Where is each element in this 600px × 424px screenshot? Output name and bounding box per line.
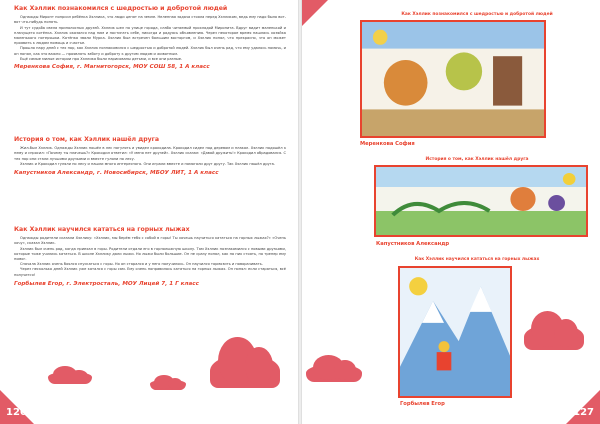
- page-number: 126: [6, 407, 27, 418]
- story-1-paragraph: Ещё самые милые истории про Хэллика были нарисованы детьми, и все они разные.: [20, 56, 183, 61]
- left-page: [0, 0, 298, 424]
- story-2-paragraph: Хэллик и Крокодил гуляли по лесу и нашли много интересного. Они играли вместе и помогали друг другу. Так Хэллик нашёл друга.: [20, 161, 275, 166]
- story-3-paragraph: Однажды родители сказали Хэллику: «Хэллик, мы берём тебя с собой в горы! Ты хочешь научиться кататься на горных лыжах?» «Очень хочу», сказал Хэллик.: [14, 236, 286, 246]
- right-page: [302, 0, 600, 424]
- drawing-2: [374, 165, 588, 237]
- drawing-1-signature: Меренкова София: [360, 141, 415, 147]
- page-number: 127: [573, 407, 594, 418]
- caption-2: История о том, как Хэллик нашёл друга: [425, 157, 529, 162]
- drawing-1-art: [362, 22, 544, 136]
- story-3-signature: Горбылев Егор, г. Электросталь, МОУ Лицей 7, 1 Г класс: [14, 280, 199, 287]
- story-1-paragraph: Прошло пару дней с тех пор, как Хэллик познакомился с шедростью и добротой людей. Хэллик был очень рад, что ему удалось помочь, и он понял, как это важно — проявлять заботу и доброту к другим людям и животным.: [14, 46, 286, 56]
- cloud-decoration: [524, 324, 584, 350]
- cloud-decoration: [48, 372, 92, 384]
- story-1: [14, 5, 286, 71]
- story-3-paragraph: Через несколько дней Хэллик уже катался с горы сам. Ему очень понравилось кататься на горных лыжах. Он понял: если стараться, всё получится!: [14, 267, 286, 277]
- story-3-paragraph: Хэллик был очень рад, когда приехал в горы. Родители отдали его в горнолыжную школу. Там Хэллик познакомился с новыми друзьями, которые тоже учились кататься. В школе Хэллику дали лыжи. Но лыжи были большие. Он не сразу понял, как на них стоять, но тренер ему помог.: [14, 246, 286, 261]
- story-1-paragraph: И тут судьба свела приполосных друзей. Хэллик шел по улице города, слабо читаемый прохладой Миронита. Вдруг видит маленькой и плачущего котёнка. Хэллик оказался над ним и постигать себе, никогда и радуясь объявлению. Через некоторое время нашлась хозяйка маленького потеряшки. Котёнка звали Мурка. Хэллик был встречен большим восторгом, и Хэллик понял, что прекрасно, что он может проявить к людям помощь и счастье.: [14, 25, 286, 46]
- drawing-3-signature: Горбылев Егор: [400, 401, 445, 407]
- story-3-paragraph: Сначала Хэллик очень боялся спускаться с горы. Но он старался и у него получилось. Он научился тормозить и поворачивать.: [20, 262, 263, 267]
- cloud-decoration: [306, 364, 362, 382]
- drawing-2-art: [376, 167, 586, 235]
- caption-3: Как Хэллик научился кататься на горных лыжах: [414, 257, 540, 262]
- story-2-signature: Капустников Александр, г. Новосибирск, МБОУ ЛИТ, 1 А класс: [14, 169, 219, 176]
- drawing-2-signature: Капустников Александр: [376, 241, 450, 247]
- story-1-title: Как Хэллик познакомился с шедростью и добротой людей: [14, 5, 228, 12]
- drawing-3-art: [400, 268, 510, 396]
- story-1-paragraph: Однажды Миронт попрсил ребёнка Хэллика, что люди ценят на земле. Нелепная задача стояла перед Хэлликом, ведь ему надо было вот-вот что-нибудь понять.: [14, 15, 286, 25]
- story-3: [14, 226, 286, 287]
- drawing-1: [360, 20, 546, 138]
- story-2-title: История о том, как Хэллик нашёл друга: [14, 136, 160, 143]
- story-2-paragraph: Жил-был Хэллик. Однажды Хэллик пошёл в лес погулять и увидел крокодила. Крокодил сидел под деревом и плакал. Хэллик подошёл к нему и спросил: «Почему ты плачешь?» Крокодил ответил: «У меня нет друзей». Хэллик сказал: «Давай дружить!» Крокодил обрадовался. С тех пор они стали лучшими друзьями и вместе гуляли по лесу.: [14, 146, 286, 161]
- story-3-title: Как Хэллик научился кататься на горных лыжах: [14, 226, 190, 233]
- cloud-decoration: [210, 354, 280, 388]
- cloud-decoration: [150, 380, 186, 390]
- story-2: [14, 136, 286, 177]
- corner-decoration: [302, 0, 328, 26]
- story-1-signature: Меренкова София, г. Магнитогорск, МОУ СОШ 58, 1 А класс: [14, 63, 210, 70]
- drawing-3: [398, 266, 512, 398]
- caption-1: Как Хэллик познакомился с шедростью и добротой людей: [401, 12, 553, 17]
